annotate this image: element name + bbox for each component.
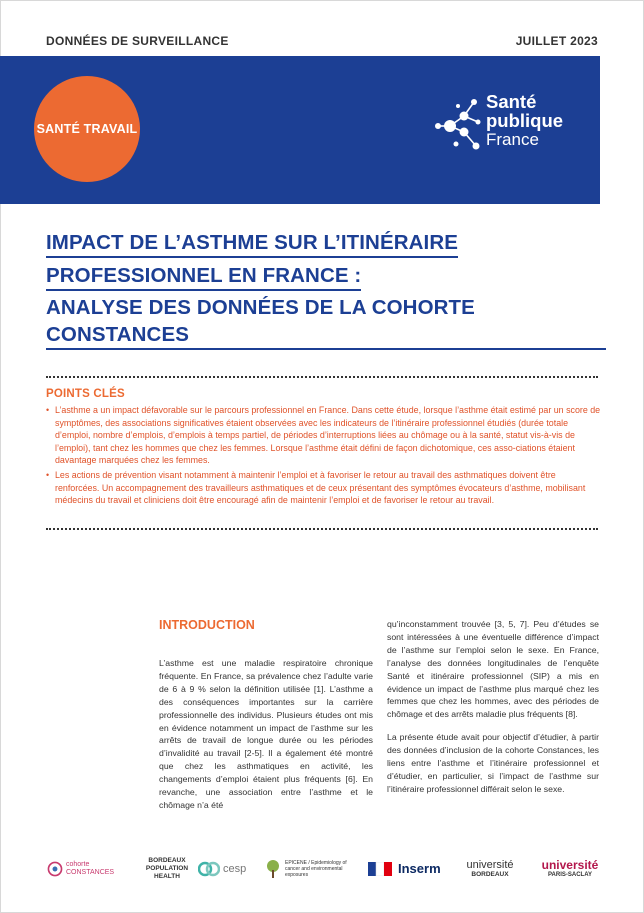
ubx-line-2: BORDEAUX [471,870,509,878]
section-badge [34,76,140,182]
logo-line-1: Santé [486,91,537,112]
constances-logo [46,852,126,886]
top-bar [46,34,598,50]
key-points [46,388,602,509]
section-badge-label: SANTÉ TRAVAIL [36,122,138,136]
intro-paragraph: La présente étude avait pour objectif d’étudier, à partir des données d’inclusion de la cohorte Constances, les liens entre l’asthme et l’itinéraire professionnel et d’étudier, en particulier, si l’impact de l’asthme sur l’itinéraire professionnel différait selon le sexe. [387,732,599,794]
document-title [46,228,606,353]
logo-line-2: publique [486,110,564,131]
title-line-3: ANALYSE DES DONNÉES DE LA COHORTE CONSTANCES [46,294,606,350]
title-line-1: IMPACT DE L’ASTHME SUR L’ITINÉRAIRE [46,229,458,258]
constances-icon [46,858,64,880]
key-points-heading: POINTS CLÉS [46,388,125,400]
intro-paragraph: qu’inconstamment trouvée [3, 5, 7]. Peu d’études se sont intéressées à une éventuelle différence d’impact de l’asthme sur l’emploi selon le sexe. En France, l’analyse des données longitudinales de l’enquête Santé et itinéraire professionnel (SIP) a mis en évidence un impact de l’asthme plus marqué chez les femmes que chez les hommes, avec des périodes de chômage et des arrêts maladie plus fréquents [8]. [387,619,599,720]
intro-paragraph: L’asthme est une maladie respiratoire chronique fréquente. En France, sa prévalence chez l’adulte varie de 6 à 9 % selon la définition utilisée [1]. L’asthme a des conséquences importantes sur la carrière professionnelle des individus. Plusieurs études ont mis en évidence notamment un impact de l’asthme sur les arrêts de travail de longue durée ou les périodes d’invalidité au travail [2-5]. Il a également été montré que chez les asthmatiques en activité, les changements d’emploi étaient plus fréquents [6]. En revanche, une association entre l’asthme et le chômage n’a été [159,658,373,810]
bph-logo [142,852,192,886]
ubx-logo [456,852,524,886]
logo-line-3: France [486,130,539,149]
ups-line-2: PARIS-SACLAY [547,872,592,878]
inserm-logo [368,852,448,886]
molecule-icon [434,96,484,160]
ups-logo [534,852,606,886]
divider-top [46,376,598,378]
epicene-logo [264,852,356,886]
bph-line: POPULATION [145,865,189,872]
intro-column-2 [387,618,599,806]
sante-publique-france-logo [434,92,584,172]
french-flag-icon [368,862,394,876]
cesp-icon [198,860,220,878]
date-label: JUILLET 2023 [515,34,598,48]
intro-column-1 [159,657,373,822]
ubx-line-1: université [466,858,514,871]
introduction-heading: INTRODUCTION [159,618,255,632]
ups-line-1: université [541,858,599,872]
inserm-text: Inserm [398,861,441,876]
divider-bottom [46,528,598,530]
key-point-item: • Les actions de prévention visant notamment à maintenir l’emploi et à favoriser le retour au travail des asthmatiques doivent être renforcées. Un accompagnement des travailleurs asthmatiques et de ceux présentant des symptômes évocateurs d’asthme, mobilisant médecins du travail et cliniciens doit être encouragé afin de maintenir l’emploi et de favoriser le retour au travail. [46,469,602,507]
constances-text: cohorte CONSTANCES [65,861,115,876]
bph-line: BORDEAUX [148,857,186,864]
tree-icon [264,858,282,880]
key-point-item: • L’asthme a un impact défavorable sur le parcours professionnel en France. Dans cette étude, lorsque l’asthme était estimé par un score de symptômes, des associations significatives étaient observées avec les indicateurs de l’itinéraire professionnel étudiés (durée totale d’emploi, nombre d’emplois, d’emplois à temps partiel, de périodes d’interruptions liées au chômage ou à la santé, statut vis-à-vis de l’emploi), tant chez les hommes que chez les femmes. Lorsque l’asthme était défini de façon dichotomique, ces asso-ciations étaient davantage marquées chez les femmes. [46,404,602,467]
cesp-logo [198,852,256,886]
bph-line: HEALTH [154,873,180,880]
cesp-text: cesp [223,863,247,875]
partner-logos [40,852,610,886]
category-label: DONNÉES DE SURVEILLANCE [46,34,229,48]
epicene-text: EPICENE / Epidemiology of cancer and environmental exposures [285,860,347,878]
title-line-2: PROFESSIONNEL EN FRANCE : [46,262,361,291]
